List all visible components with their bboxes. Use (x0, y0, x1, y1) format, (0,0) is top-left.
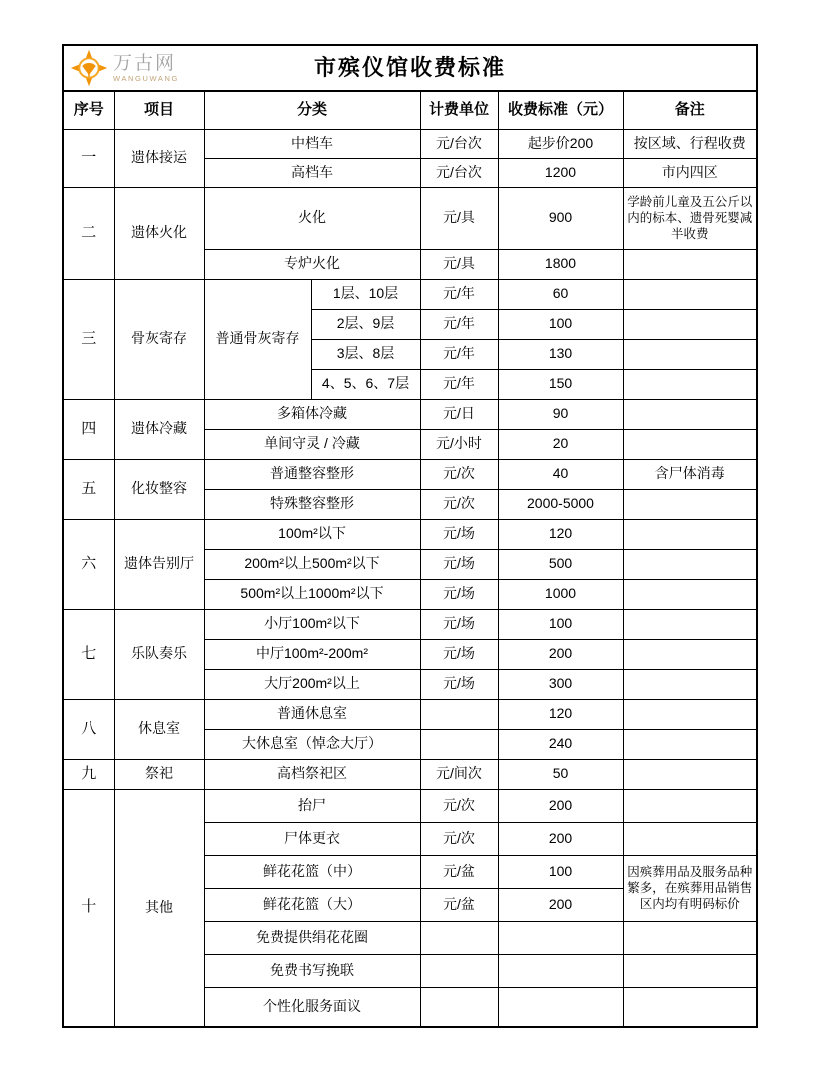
unit-cell: 元/年 (420, 339, 498, 369)
table-row (63, 699, 757, 729)
price-cell: 120 (498, 519, 623, 549)
remark-cell: 市内四区 (623, 158, 757, 187)
remark-cell (623, 369, 757, 399)
item-cell: 遗体火化 (114, 187, 204, 279)
unit-cell (420, 729, 498, 759)
table-row (63, 519, 757, 549)
unit-cell: 元/次 (420, 822, 498, 855)
category-cell: 3层、8层 (311, 339, 420, 369)
unit-cell: 元/盆 (420, 888, 498, 921)
remark-cell (623, 987, 757, 1027)
remark-cell (623, 249, 757, 279)
remark-cell (623, 429, 757, 459)
subcategory-cell: 普通骨灰寄存 (204, 279, 311, 399)
category-cell: 大休息室（悼念大厅） (204, 729, 420, 759)
category-cell: 500m²以上1000m²以下 (204, 579, 420, 609)
price-cell: 500 (498, 549, 623, 579)
brand-title-cell (63, 45, 757, 91)
unit-cell: 元/台次 (420, 129, 498, 158)
table-row (63, 279, 757, 309)
unit-cell: 元/年 (420, 309, 498, 339)
page-title: 市殡仪馆收费标准 (314, 55, 507, 81)
item-cell: 遗体冷藏 (114, 399, 204, 459)
remark-cell (623, 639, 757, 669)
category-cell: 抬尸 (204, 789, 420, 822)
remark-cell (623, 699, 757, 729)
item-cell: 遗体告别厅 (114, 519, 204, 609)
index-cell: 七 (63, 609, 114, 699)
unit-cell: 元/场 (420, 519, 498, 549)
item-cell: 乐队奏乐 (114, 609, 204, 699)
category-cell: 普通休息室 (204, 699, 420, 729)
unit-cell: 元/场 (420, 639, 498, 669)
unit-cell: 元/具 (420, 187, 498, 249)
category-cell: 鲜花花篮（中） (204, 855, 420, 888)
unit-cell: 元/次 (420, 489, 498, 519)
item-cell: 遗体接运 (114, 129, 204, 187)
remark-cell (623, 921, 757, 954)
category-cell: 高档车 (204, 158, 420, 187)
unit-cell: 元/日 (420, 399, 498, 429)
unit-cell (420, 954, 498, 987)
price-cell: 1200 (498, 158, 623, 187)
remark-cell (623, 729, 757, 759)
table-row (63, 187, 757, 249)
item-cell: 祭祀 (114, 759, 204, 789)
index-cell: 一 (63, 129, 114, 187)
price-cell: 300 (498, 669, 623, 699)
unit-cell: 元/场 (420, 549, 498, 579)
remark-cell (623, 489, 757, 519)
price-cell: 20 (498, 429, 623, 459)
unit-cell: 元/年 (420, 369, 498, 399)
unit-cell: 元/场 (420, 609, 498, 639)
item-cell: 化妆整容 (114, 459, 204, 519)
table-row (63, 609, 757, 639)
category-cell: 尸体更衣 (204, 822, 420, 855)
category-cell: 免费书写挽联 (204, 954, 420, 987)
category-cell: 普通整容整形 (204, 459, 420, 489)
category-cell: 小厅100m²以下 (204, 609, 420, 639)
item-cell: 骨灰寄存 (114, 279, 204, 399)
price-cell: 50 (498, 759, 623, 789)
index-cell: 八 (63, 699, 114, 759)
price-cell: 1800 (498, 249, 623, 279)
price-cell: 60 (498, 279, 623, 309)
category-cell: 4、5、6、7层 (311, 369, 420, 399)
ginkgo-logo-icon (70, 49, 108, 87)
price-cell: 200 (498, 639, 623, 669)
remark-cell (623, 549, 757, 579)
price-cell: 40 (498, 459, 623, 489)
header-item: 项目 (114, 91, 204, 129)
table-body (63, 129, 757, 1027)
remark-cell: 按区域、行程收费 (623, 129, 757, 158)
category-cell: 200m²以上500m²以下 (204, 549, 420, 579)
price-cell: 100 (498, 309, 623, 339)
price-cell: 900 (498, 187, 623, 249)
remark-cell (623, 759, 757, 789)
category-cell: 大厅200m²以上 (204, 669, 420, 699)
category-cell: 1层、10层 (311, 279, 420, 309)
category-cell: 个性化服务面议 (204, 987, 420, 1027)
index-cell: 十 (63, 789, 114, 1027)
price-cell (498, 987, 623, 1027)
unit-cell: 元/场 (420, 579, 498, 609)
price-cell: 200 (498, 789, 623, 822)
remark-cell: 含尸体消毒 (623, 459, 757, 489)
remark-cell (623, 669, 757, 699)
category-cell: 免费提供绢花花圈 (204, 921, 420, 954)
category-cell: 多箱体冷藏 (204, 399, 420, 429)
index-cell: 五 (63, 459, 114, 519)
price-cell: 200 (498, 888, 623, 921)
unit-cell: 元/具 (420, 249, 498, 279)
table-row (63, 459, 757, 489)
category-cell: 单间守灵 / 冷藏 (204, 429, 420, 459)
price-cell: 240 (498, 729, 623, 759)
price-cell: 130 (498, 339, 623, 369)
unit-cell: 元/盆 (420, 855, 498, 888)
remark-cell (623, 399, 757, 429)
brand-title-row (63, 45, 757, 91)
category-cell: 中厅100m²-200m² (204, 639, 420, 669)
table-row (63, 759, 757, 789)
remark-cell (623, 579, 757, 609)
item-cell: 其他 (114, 789, 204, 1027)
item-cell: 休息室 (114, 699, 204, 759)
category-cell: 专炉火化 (204, 249, 420, 279)
price-cell: 200 (498, 822, 623, 855)
price-cell: 120 (498, 699, 623, 729)
price-cell: 2000-5000 (498, 489, 623, 519)
remark-cell: 学龄前儿童及五公斤以内的标本、遗骨死婴减半收费 (623, 187, 757, 249)
price-cell: 100 (498, 609, 623, 639)
category-cell: 100m²以下 (204, 519, 420, 549)
index-cell: 三 (63, 279, 114, 399)
category-cell: 鲜花花篮（大） (204, 888, 420, 921)
remark-cell (623, 789, 757, 822)
price-cell (498, 921, 623, 954)
header-unit: 计费单位 (420, 91, 498, 129)
unit-cell (420, 921, 498, 954)
header-remark: 备注 (623, 91, 757, 129)
remark-cell (623, 822, 757, 855)
unit-cell: 元/年 (420, 279, 498, 309)
unit-cell (420, 987, 498, 1027)
header-index: 序号 (63, 91, 114, 129)
category-cell: 特殊整容整形 (204, 489, 420, 519)
index-cell: 六 (63, 519, 114, 609)
category-cell: 火化 (204, 187, 420, 249)
unit-cell: 元/小时 (420, 429, 498, 459)
price-cell: 90 (498, 399, 623, 429)
remark-cell: 因殡葬用品及服务品种繁多，在殡葬用品销售区内均有明码标价 (623, 855, 757, 921)
logo (70, 49, 179, 87)
index-cell: 二 (63, 187, 114, 279)
remark-cell (623, 339, 757, 369)
price-cell: 1000 (498, 579, 623, 609)
remark-cell (623, 309, 757, 339)
price-cell: 150 (498, 369, 623, 399)
category-cell: 2层、9层 (311, 309, 420, 339)
header-category: 分类 (204, 91, 420, 129)
column-header-row (63, 91, 757, 129)
logo-name: 万古网 (113, 52, 177, 74)
price-cell: 100 (498, 855, 623, 888)
logo-subtitle: WANGUWANG (113, 73, 179, 83)
table-row (63, 399, 757, 429)
unit-cell: 元/次 (420, 459, 498, 489)
fee-table (62, 44, 758, 1028)
remark-cell (623, 519, 757, 549)
remark-cell (623, 609, 757, 639)
index-cell: 四 (63, 399, 114, 459)
price-cell: 起步价200 (498, 129, 623, 158)
price-cell (498, 954, 623, 987)
category-cell: 高档祭祀区 (204, 759, 420, 789)
remark-cell (623, 279, 757, 309)
index-cell: 九 (63, 759, 114, 789)
table-row (63, 789, 757, 822)
header-price: 收费标准（元） (498, 91, 623, 129)
unit-cell: 元/次 (420, 789, 498, 822)
table-row (63, 129, 757, 158)
unit-cell: 元/间次 (420, 759, 498, 789)
category-cell: 中档车 (204, 129, 420, 158)
unit-cell: 元/场 (420, 669, 498, 699)
unit-cell (420, 699, 498, 729)
remark-cell (623, 954, 757, 987)
unit-cell: 元/台次 (420, 158, 498, 187)
